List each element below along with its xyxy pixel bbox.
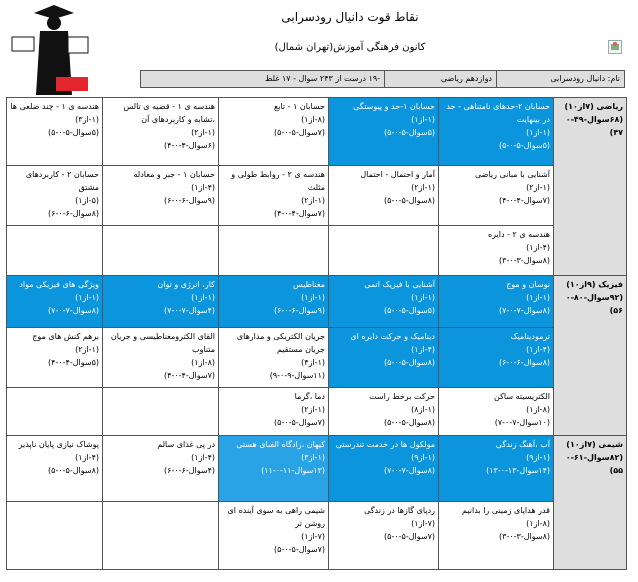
empty-cell: [103, 388, 219, 436]
topic-stats: (۹سوال-۶-۰-۶): [274, 306, 325, 315]
topic-rank: (۱-از۲): [411, 183, 435, 192]
topic-name: مولکول ها در خدمت تندرستی: [335, 440, 435, 449]
topic-cell: [329, 276, 439, 328]
topic-stats: (۷سوال-۴-۰-۴): [499, 196, 550, 205]
table-row: [7, 502, 627, 570]
topic-cell: [439, 226, 554, 276]
topic-name: نوسان و موج: [506, 280, 550, 289]
topic-rank: (۱-از۲): [526, 183, 550, 192]
topic-name: آشنایی با مبانی ریاضی: [475, 170, 550, 179]
topic-cell: [329, 436, 439, 502]
topic-stats: (۸سوال-۶-۰-۶): [499, 358, 550, 367]
topic-cell: [439, 502, 554, 570]
topic-cell: [329, 388, 439, 436]
category-line: ۴۷): [609, 128, 623, 137]
topic-rank: (۱-از۹): [411, 453, 435, 462]
topic-rank: (۱-از۲): [301, 405, 325, 414]
topic-name: کیهان ،زادگاه الفبای هستی: [236, 440, 325, 449]
topic-rank: (۸-از۱): [526, 405, 550, 414]
topic-rank: (۱-از۸): [411, 405, 435, 414]
topic-name: هندسه ی ۱ - قضیه ی تالس ،تشابه و کاربردهای آن: [123, 102, 215, 124]
topic-rank: (۱-از۹): [526, 453, 550, 462]
page-title: نقاط قوت دانیال رودسرابی: [281, 10, 419, 24]
topic-cell: [103, 166, 219, 226]
topic-stats: (۷سوال-۵-۰-۵): [274, 545, 325, 554]
exam-summary: -۱۹ درست از ۲۴۳ سوال - ۱۷ غلط: [264, 74, 380, 83]
empty-cell: [219, 226, 329, 276]
topic-cell: [439, 276, 554, 328]
category-line: (۶۸سوال-۴۹-۰: [565, 115, 623, 124]
topic-name: ترمودینامیک: [510, 332, 550, 341]
topic-rank: (۷-از۱): [301, 532, 325, 541]
topic-rank: (۱-از۲): [191, 128, 215, 137]
topic-name: هندسه ی ۱ - چند ضلعی ها: [10, 102, 99, 111]
topic-stats: (۸سوال-۷-۰-۷): [499, 306, 550, 315]
category-line: فیزیک (۹از۱۰): [566, 280, 623, 289]
topic-stats: (۴سوال-۷-۰-۷): [164, 306, 215, 315]
category-line: (۸۲سوال-۶۱-۰: [565, 453, 623, 462]
topic-stats: (۵سوال-۵-۰-۵): [384, 128, 435, 137]
topic-cell: [7, 166, 103, 226]
topic-name: هندسه ی ۲ - روابط طولی و مثلث: [231, 170, 325, 192]
subject-category: [554, 436, 627, 570]
topic-cell: [103, 98, 219, 166]
topic-stats: (۸سوال-۷-۰-۷): [384, 466, 435, 475]
topic-cell: [329, 502, 439, 570]
topic-stats: (۸سوال-۵-۰-۵): [384, 196, 435, 205]
topic-name: حسابان ۱-حد و پیوستگی: [353, 102, 435, 111]
category-line: ۵۵): [609, 466, 623, 475]
topic-cell: [103, 436, 219, 502]
topic-rank: (۱-از۱): [526, 293, 550, 302]
topic-stats: (۸سوال-۵-۰-۵): [384, 418, 435, 427]
topic-cell: [219, 328, 329, 388]
topic-rank: (۴-از۱): [75, 453, 99, 462]
topic-stats: (۸سوال-۵-۰-۵): [48, 466, 99, 475]
topic-rank: (۱-از۲): [75, 345, 99, 354]
topic-stats: (۸سوال-۵-۰-۵): [384, 358, 435, 367]
topic-stats: (۱۴سوال-۱۳-۰-۱۳): [486, 466, 550, 475]
topic-stats: (۹سوال-۶-۰-۶): [164, 196, 215, 205]
topic-cell: [329, 328, 439, 388]
table-row: [7, 166, 627, 226]
topic-stats: (۷سوال-۵-۰-۵): [384, 532, 435, 541]
topic-cell: [219, 436, 329, 502]
empty-cell: [7, 226, 103, 276]
topic-rank: (۸-از۱): [526, 519, 550, 528]
table-row: [7, 276, 627, 328]
subject-category: [554, 276, 627, 436]
topic-rank: (۱-از۱): [75, 293, 99, 302]
topic-rank: (۴-از۱): [191, 453, 215, 462]
topic-rank: (۷-از۱): [411, 519, 435, 528]
topic-rank: (۴-از۱): [526, 345, 550, 354]
topic-rank: (۴-از۱): [411, 345, 435, 354]
topic-cell: [219, 276, 329, 328]
topic-name: ردپای گازها در زندگی: [364, 506, 435, 515]
student-grade: دوازدهم ریاضی: [384, 71, 496, 87]
topic-cell: [103, 276, 219, 328]
topic-stats: (۸سوال-۳-۰-۳): [499, 256, 550, 265]
topic-cell: [219, 388, 329, 436]
category-line: ریاضی (۷از۱۰): [564, 102, 623, 111]
topic-cell: [103, 328, 219, 388]
category-line: (۹۲سوال-۸۰-۰: [565, 293, 623, 302]
table-row: [7, 328, 627, 388]
kanoon-logo: [6, 3, 96, 98]
topic-rank: (۱-از۱): [526, 128, 550, 137]
topic-stats: (۱۰سوال-۷-۰-۷): [494, 418, 550, 427]
topic-cell: [329, 98, 439, 166]
topic-name: القای الکترومغناطیسی و جریان متناوب: [110, 332, 215, 354]
topic-cell: [329, 166, 439, 226]
topic-name: برهم کنش های موج: [32, 332, 99, 341]
topic-cell: [439, 388, 554, 436]
topic-rank: (۱-از۱): [301, 293, 325, 302]
topic-stats: (۷سوال-۴-۰-۴): [164, 371, 215, 380]
topic-name: حسابان ۱ - جبر و معادله: [133, 170, 215, 179]
topic-rank: (۱-از۳): [75, 115, 99, 124]
topic-cell: [219, 502, 329, 570]
topic-rank: (۴-از۱): [191, 183, 215, 192]
table-row: [7, 388, 627, 436]
strengths-table: [6, 97, 627, 570]
topic-cell: [219, 98, 329, 166]
category-line: ۵۶): [609, 306, 623, 315]
topic-name: حسابان ۲ - کاربردهای مشتق: [25, 170, 99, 192]
topic-name: در پی غذای سالم: [157, 440, 215, 449]
topic-name: دما ،گرما: [294, 392, 325, 401]
topic-name: حسابان ۱ - تابع: [273, 102, 325, 111]
topic-cell: [439, 98, 554, 166]
table-row: [7, 226, 627, 276]
topic-stats: (۴سوال-۶-۰-۶): [164, 466, 215, 475]
table-row: [7, 436, 627, 502]
topic-stats: (۵سوال-۵-۰-۵): [48, 128, 99, 137]
topic-name: هندسه ی ۲ - دایره: [487, 230, 550, 239]
topic-name: ویژگی های فیزیکی مواد: [19, 280, 99, 289]
topic-name: کار، انرژی و توان: [157, 280, 215, 289]
topic-stats: (۷سوال-۴-۰-۴): [274, 209, 325, 218]
topic-stats: (۷سوال-۵-۰-۵): [274, 418, 325, 427]
topic-stats: (۸سوال-۳-۰-۳): [499, 532, 550, 541]
topic-stats: (۵سوال-۴-۰-۴): [48, 358, 99, 367]
empty-cell: [103, 226, 219, 276]
topic-stats: (۱۳سوال-۱۱-۰-۱۱): [261, 466, 325, 475]
topic-cell: [7, 436, 103, 502]
topic-rank: (۱-از۱): [411, 293, 435, 302]
report-header: [0, 0, 638, 70]
topic-name: مغناطیس: [293, 280, 325, 289]
topic-rank: (۱-از۱): [411, 115, 435, 124]
topic-name: آشنایی با فیزیک اتمی: [364, 280, 435, 289]
topic-rank: (۵-از۱): [75, 196, 99, 205]
topic-stats: (۸سوال-۷-۰-۷): [48, 306, 99, 315]
topic-rank: (۱-از۳): [301, 453, 325, 462]
topic-name: آب ،آهنگ زندگی: [495, 440, 550, 449]
empty-cell: [329, 226, 439, 276]
topic-rank: (۱-از۱): [191, 293, 215, 302]
topic-name: حسابان ۲-حدهای نامتناهی - حد در بینهایت: [446, 102, 550, 124]
topic-name: جریان الکتریکی و مدارهای جریان مستقیم: [236, 332, 325, 354]
topic-stats: (۱۱سوال-۹-۰-۹): [269, 371, 325, 380]
topic-rank: (۱-از۴): [301, 358, 325, 367]
topic-name: آمار و احتمال - احتمال: [360, 170, 435, 179]
student-info-bar: [140, 70, 625, 88]
topic-cell: [7, 276, 103, 328]
topic-name: دینامیک و حرکت دایره ای: [350, 332, 435, 341]
topic-stats: (۵سوال-۵-۰-۵): [499, 141, 550, 150]
topic-stats: (۷سوال-۵-۰-۵): [274, 128, 325, 137]
topic-name: پوشاک نیازی پایان ناپذیر: [18, 440, 99, 449]
category-line: شیمی (۷از۱۰): [566, 440, 623, 449]
subject-category: [554, 98, 627, 276]
topic-stats: (۸سوال-۶-۰-۶): [48, 209, 99, 218]
student-name: نام: دانیال رودسرابی: [496, 71, 624, 87]
topic-stats: (۶سوال-۴-۰-۴): [164, 141, 215, 150]
topic-cell: [219, 166, 329, 226]
topic-cell: [439, 436, 554, 502]
topic-rank: (۴-از۱): [526, 243, 550, 252]
topic-rank: (۱-از۲): [301, 196, 325, 205]
topic-cell: [7, 328, 103, 388]
topic-cell: [439, 328, 554, 388]
topic-name: حرکت برخط راست: [369, 392, 435, 401]
topic-name: شیمی راهی به سوی آینده ای روشن تر: [227, 506, 325, 528]
topic-cell: [439, 166, 554, 226]
empty-cell: [7, 388, 103, 436]
table-row: [7, 98, 627, 166]
empty-cell: [7, 502, 103, 570]
topic-rank: (۸-از۱): [191, 358, 215, 367]
topic-stats: (۵سوال-۵-۰-۵): [384, 306, 435, 315]
page-subtitle: کانون فرهنگی آموزش(تهران شمال): [274, 42, 426, 53]
topic-name: قدر هدایای زمینی را بدانیم: [462, 506, 550, 515]
topic-name: الکتریسیته ساکن: [494, 392, 550, 401]
topic-rank: (۸-از۱): [301, 115, 325, 124]
broken-image-icon: [608, 40, 622, 54]
empty-cell: [103, 502, 219, 570]
topic-cell: [7, 98, 103, 166]
